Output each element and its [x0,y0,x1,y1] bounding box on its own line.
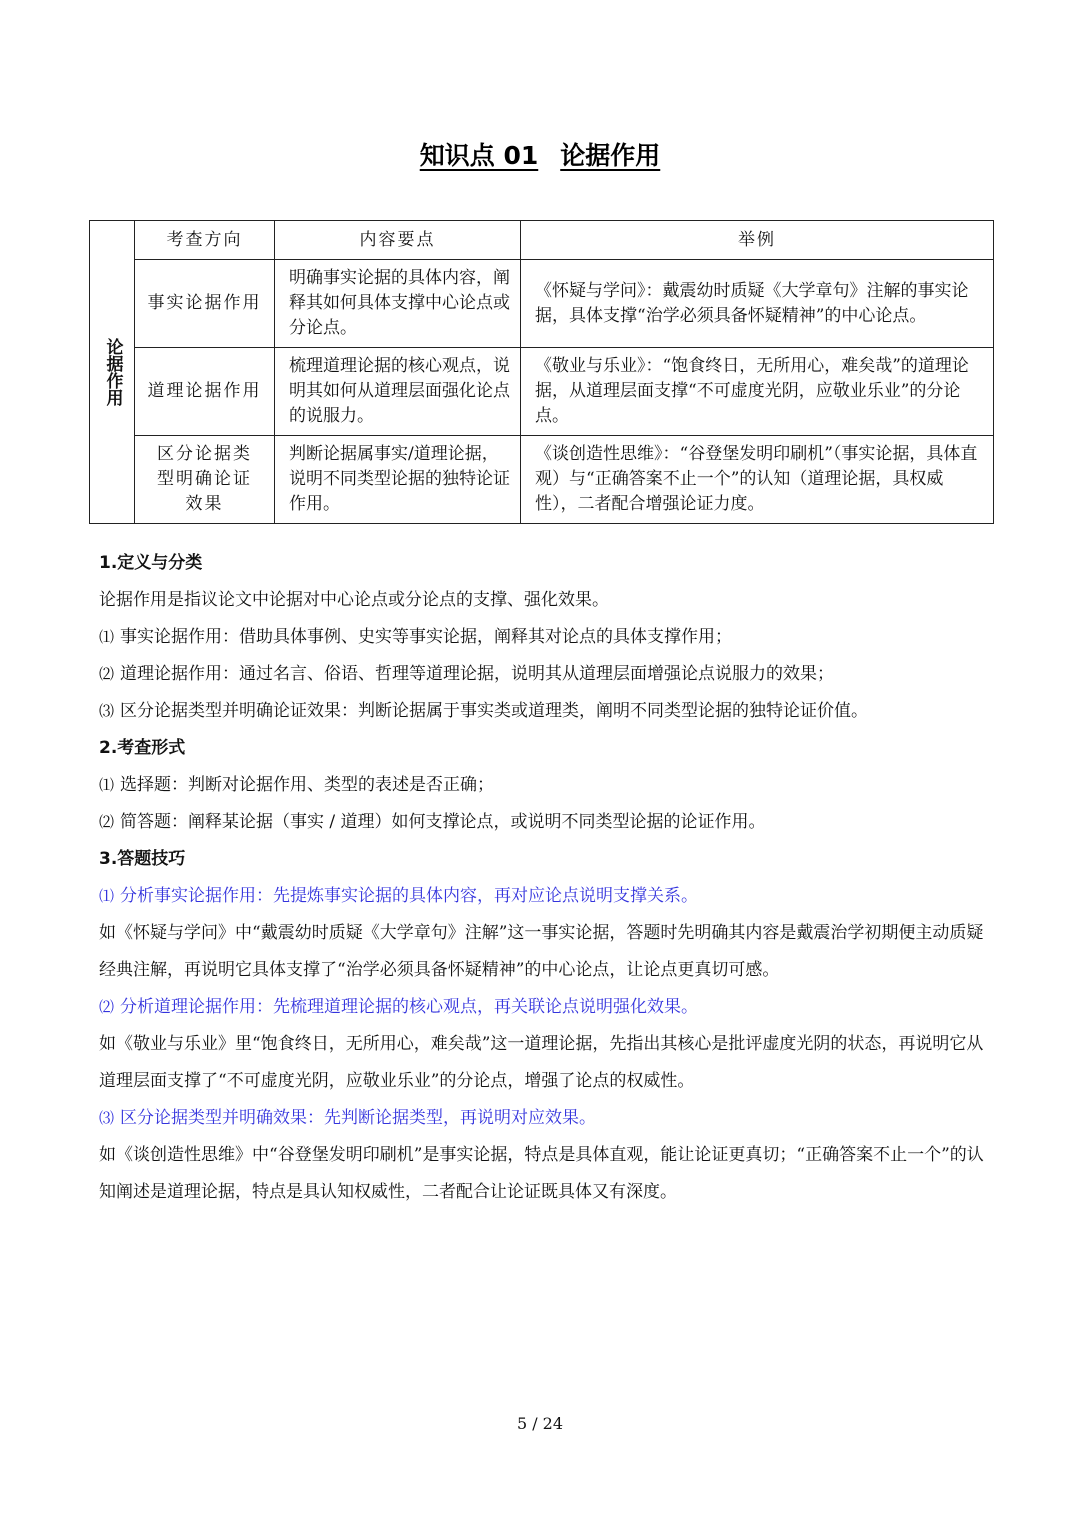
header-example: 举例 [521,221,994,260]
row-direction: 事实论据作用 [135,260,275,348]
item-text: 事实论据作用：借助具体事例、史实等事实论据，阐释其对论点的具体支撑作用； [120,627,733,647]
row-points: 判断论据属事实/道理论据，说明不同类型论据的独特论证作用。 [275,436,521,524]
list-item [99,619,989,656]
row-points: 明确事实论据的具体内容，阐释其如何具体支撑中心论点或分论点。 [275,260,521,348]
table-row [90,348,994,436]
item-number: ⑴ [99,628,115,646]
section-heading: 1.定义与分类 [99,553,203,573]
list-item [99,804,989,841]
list-item [99,767,989,804]
item-number: ⑵ [99,813,115,831]
item-text: 区分论据类型并明确论证效果：判断论据属于事实类或道理类，阐明不同类型论据的独特论证价值。 [120,701,869,721]
row-example: 《怀疑与学问》：戴震幼时质疑《大学章句》注解的事实论据，具体支撑“治学必须具备怀疑精神”的中心论点。 [521,260,994,348]
page-title [0,136,1080,172]
tip-heading [99,989,989,1026]
tip-heading [99,1100,989,1137]
header-points: 内容要点 [275,221,521,260]
row-example: 《谈创造性思维》：“谷登堡发明印刷机”（事实论据，具体直观）与“正确答案不止一个”的认知（道理论据，具权威性），二者配合增强论证力度。 [521,436,994,524]
item-number: ⑴ [99,887,115,905]
tip-example: 如《怀疑与学问》中“戴震幼时质疑《大学章句》注解”这一事实论据，答题时先明确其内容是戴震治学初期便主动质疑经典注解，再说明它具体支撑了“治学必须具备怀疑精神”的中心论点，让论点更真切可感。 [99,923,984,980]
tip-example: 如《敬业与乐业》里“饱食终日，无所用心，难矣哉”这一道理论据，先指出其核心是批评虚度光阴的状态，再说明它从道理层面支撑了“不可虚度光阴，应敬业乐业”的分论点，增强了论点的权威性。 [99,1034,984,1091]
table-row [90,436,994,524]
item-text: 简答题：阐释某论据（事实 / 道理）如何支撑论点，或说明不同类型论据的论证作用。 [120,812,766,832]
tip-text: 分析道理论据作用：先梳理道理论据的核心观点，再关联论点说明强化效果。 [120,997,699,1017]
item-number: ⑵ [99,998,115,1016]
row-direction: 区分论据类型明确论证效果 [135,436,275,524]
title-prefix: 知识点 01 [419,141,539,170]
item-number: ⑶ [99,702,115,720]
section-heading: 2.考查形式 [99,738,186,758]
row-direction: 道理论据作用 [135,348,275,436]
item-number: ⑵ [99,665,115,683]
tip-text: 分析事实论据作用：先提炼事实论据的具体内容，再对应论点说明支撑关系。 [120,886,699,906]
side-label: 论据作用 [90,221,135,524]
title-topic: 论据作用 [560,141,661,170]
tip-heading [99,878,989,915]
header-direction: 考查方向 [135,221,275,260]
knowledge-table [89,220,994,524]
item-number: ⑴ [99,776,115,794]
paragraph: 论据作用是指议论文中论据对中心论点或分论点的支撑、强化效果。 [99,590,609,610]
tip-text: 区分论据类型并明确效果：先判断论据类型，再说明对应效果。 [120,1108,597,1128]
list-item [99,656,989,693]
table-row [90,260,994,348]
section-heading: 3.答题技巧 [99,849,186,869]
item-text: 道理论据作用：通过名言、俗语、哲理等道理论据，说明其从道理层面增强论点说服力的效果； [120,664,835,684]
item-number: ⑶ [99,1109,115,1127]
list-item [99,693,989,730]
tip-example: 如《谈创造性思维》中“谷登堡发明印刷机”是事实论据，特点是具体直观，能让论证更真切；“正确答案不止一个”的认知阐述是道理论据，特点是具认知权威性，二者配合让论证既具体又有深度。 [99,1145,984,1202]
body-content [99,545,989,1211]
row-example: 《敬业与乐业》：“饱食终日，无所用心，难矣哉”的道理论据，从道理层面支撑“不可虚度光阴，应敬业乐业”的分论点。 [521,348,994,436]
page-number: 5 / 24 [516,1414,564,1433]
item-text: 选择题：判断对论据作用、类型的表述是否正确； [120,775,495,795]
row-points: 梳理道理论据的核心观点，说明其如何从道理层面强化论点的说服力。 [275,348,521,436]
